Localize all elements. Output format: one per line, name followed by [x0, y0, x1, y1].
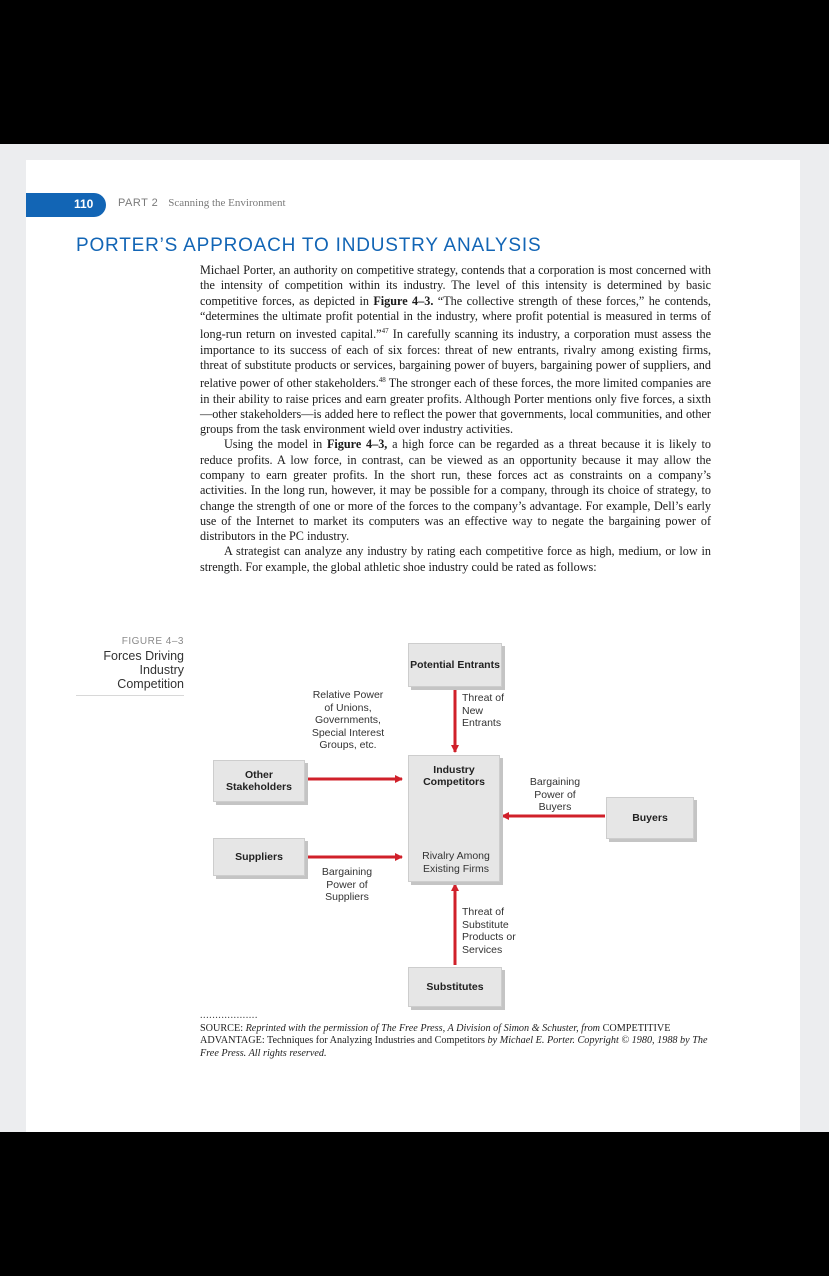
- box-potential-entrants: Potential Entrants: [408, 643, 502, 687]
- text: Michael Porter, an authority on competitive strategy, contends that a corporation is most concerned with the intensity of competition within its industry. The level of this intensity is determined by basic competitive forces, as depicted in: [200, 263, 711, 308]
- label-bargaining-buyers: Bargaining Power of Buyers: [529, 776, 581, 813]
- box-suppliers: Suppliers: [213, 838, 305, 876]
- text: In carefully scanning its industry, a corporation must assess the importance to its success of each of six forces: threat of new entrants, rivalry among existing firms, threat of substitute products or services, bargaining power of buyers, bargaining power of suppliers, and relative power of other stakeholders.: [200, 327, 712, 391]
- box-industry-competitors: Industry Competitors: [408, 755, 500, 882]
- endnote-ref: 48: [378, 376, 386, 385]
- part-label: PART 2: [118, 197, 159, 209]
- source-note: [200, 1010, 720, 1060]
- section-label: Scanning the Environment: [168, 197, 286, 209]
- label-bargaining-suppliers: Bargaining Power of Suppliers: [321, 866, 373, 903]
- text: Using the model in: [224, 437, 327, 452]
- source-text: by Michael E. Porter. Copyright © 1980, 1988 by The Free Press. All rights reserved.: [200, 1035, 708, 1059]
- source-text: Reprinted with the permission of The Free Press, A Division of Simon & Schuster, from: [243, 1022, 603, 1034]
- figure-reference: Figure 4–3.: [373, 293, 434, 308]
- text: The stronger each of these forces, the more limited companies are in their ability to raise prices and earn greater profits. Although Porter mentions only five forces, a sixth—other stakeholders—is added here to reflect the power that governments, local communities, and other groups from the task environment wield over industry activities.: [200, 376, 712, 437]
- label-relative-power: Relative Power of Unions, Governments, Special Interest Groups, etc.: [311, 689, 385, 751]
- box-buyers: Buyers: [606, 797, 694, 839]
- label-threat-new-entrants: Threat of New Entrants: [462, 692, 505, 729]
- section-title: PORTER’S APPROACH TO INDUSTRY ANALYSIS: [76, 235, 542, 256]
- page-number: 110: [74, 197, 94, 211]
- endnote-ref: 47: [381, 327, 389, 336]
- label-threat-substitutes: Threat of Substitute Products or Services: [462, 906, 516, 956]
- paragraph-3: A strategist can analyze any industry by rating each competitive force as high, medium, or low in strength. For example, the global athletic shoe industry could be rated as follows:: [200, 544, 711, 574]
- figure-number: FIGURE 4–3: [121, 636, 184, 647]
- text: “The collective strength of these forces,” he contends, “determines the ultimate profit potential in the industry, where profit potential is measured in terms of long-run return on invested capital.”: [200, 293, 711, 342]
- source-label: SOURCE:: [200, 1022, 244, 1034]
- box-other-stakeholders: Other Stakeholders: [213, 760, 305, 802]
- source-divider: ...................: [200, 1010, 258, 1021]
- figure-reference: Figure 4–3,: [326, 437, 388, 452]
- box-substitutes: Substitutes: [408, 967, 502, 1007]
- text: a high force can be regarded as a threat because it is likely to reduce profits. A low force, in contrast, can be viewed as an opportunity because it may allow the company to earn greater profits. In the short run, these forces act as constraints on a company’s activities. In the long run, however, it may be possible for a company, through its choice of strategy, to change the strength of one or more of the forces to the company’s advantage. For example, Dell’s early use of the Internet to market its computers was an effective way to negate the bargaining power of distributors in the PC industry.: [200, 437, 711, 544]
- source-book-title: COMPETITIVE ADVANTAGE: Techniques for Analyzing Industries and Competitors: [200, 1022, 671, 1046]
- label-rivalry: Rivalry Among Existing Firms: [422, 850, 490, 875]
- figure-title: Forces Driving Industry Competition: [103, 649, 184, 691]
